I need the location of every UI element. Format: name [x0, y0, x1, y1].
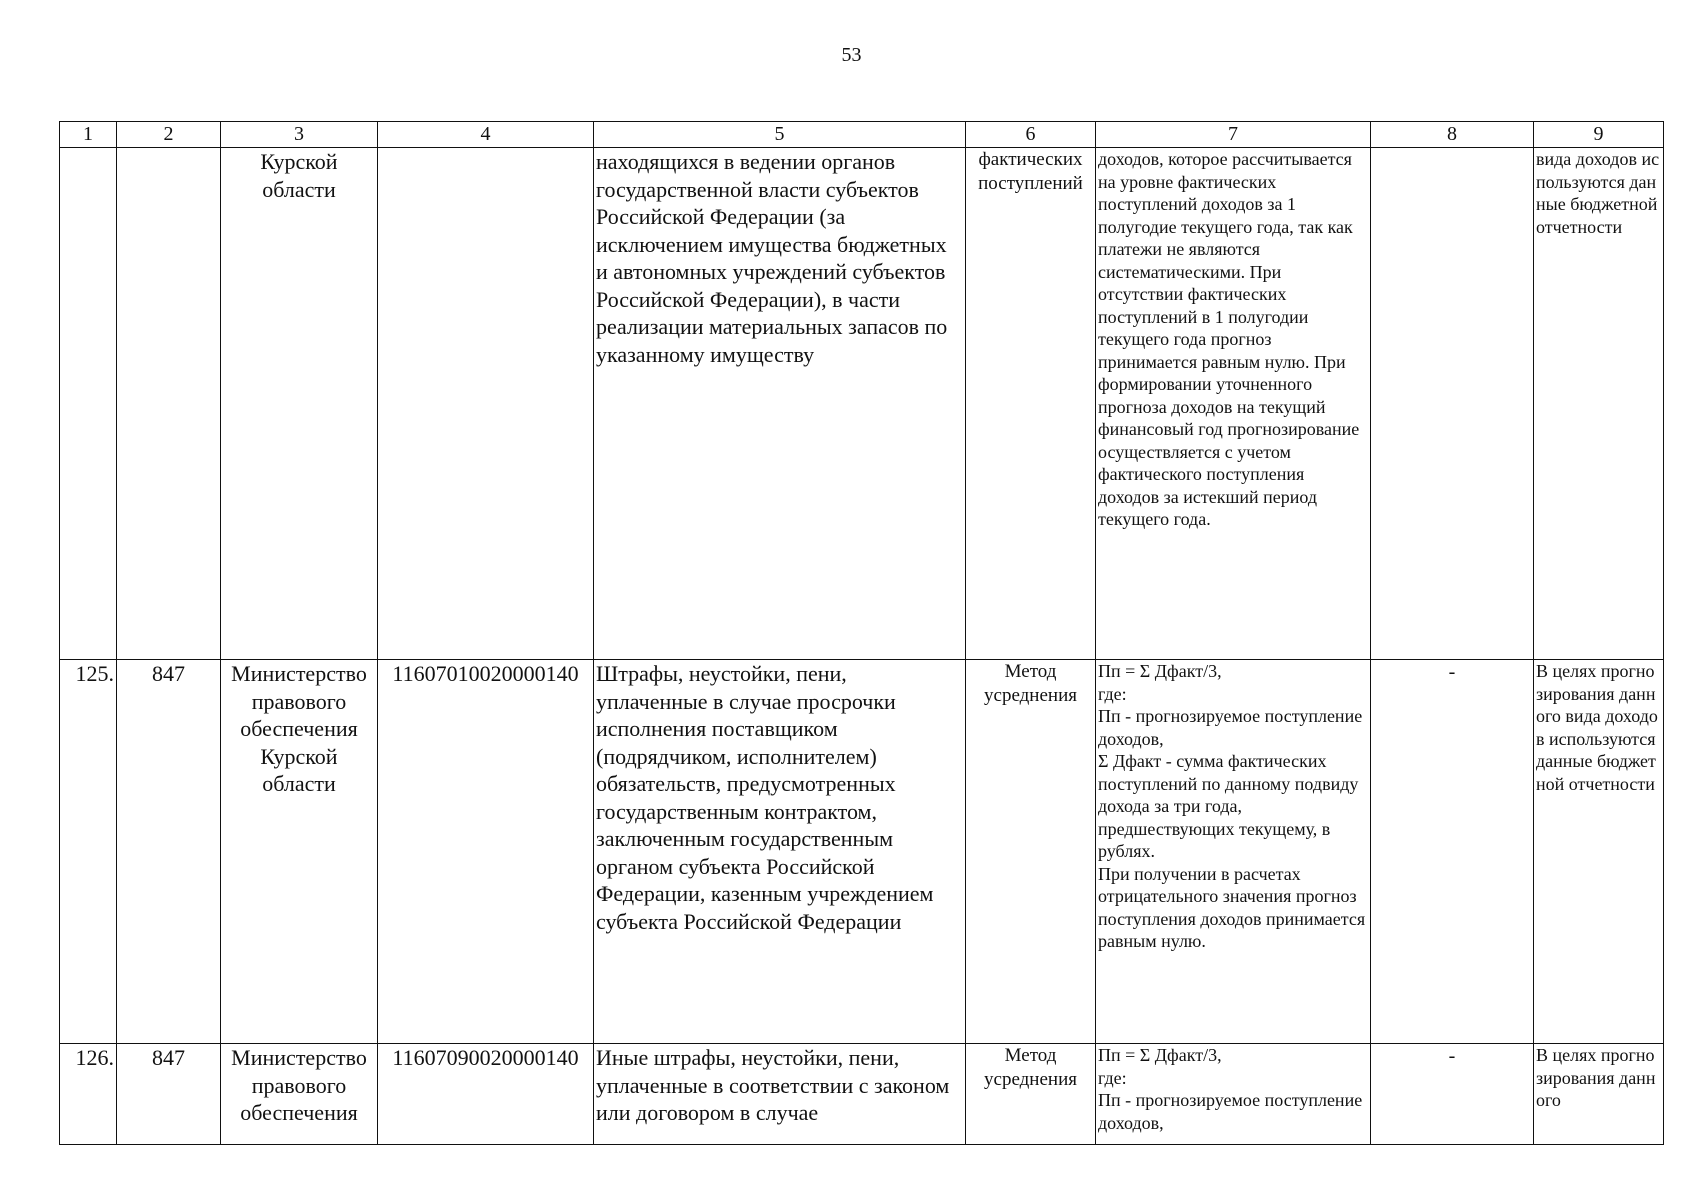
formula-cell: Пп = Σ Дфакт/3, где: Пп - прогнозируемое поступление доходов, Σ Дфакт - сумма фактических поступлений по данному подвиду дохода за три года, предшествующих текущему, в рублях. При получении в расчетах отрицательного значения прогноз поступления доходов принимается равным нулю. — [1096, 660, 1371, 1044]
method-cell: Метод усреднения — [966, 660, 1096, 1044]
admin-code-cell: 847 — [117, 660, 221, 1044]
column-header: 9 — [1534, 122, 1664, 148]
column-header: 4 — [378, 122, 594, 148]
kbk-cell: 11607010020000140 — [378, 660, 594, 1044]
administrator-cell: Курской области — [221, 148, 378, 660]
column-header: 2 — [117, 122, 221, 148]
column-header: 7 — [1096, 122, 1371, 148]
kbk-cell: 11607090020000140 — [378, 1044, 594, 1145]
admin-code-cell — [117, 148, 221, 660]
header-row — [60, 122, 1664, 148]
column-header: 5 — [594, 122, 966, 148]
column-header: 8 — [1371, 122, 1534, 148]
revenue-name-cell: находящихся в ведении органов государственной власти субъектов Российской Федерации (за исключением имущества бюджетных и автономных учреждений субъектов Российской Федерации), в части реализации материальных запасов по указанному имуществу — [594, 148, 966, 660]
col8-cell: - — [1371, 660, 1534, 1044]
row-number-cell: 125. — [60, 660, 117, 1044]
administrator-cell: Министерство правового обеспечения Курской области — [221, 660, 378, 1044]
table-row — [60, 660, 1664, 1044]
formula-cell: доходов, которое рассчитывается на уровне фактических поступлений доходов за 1 полугодие текущего года, так как платежи не являются систематическими. При отсутствии фактических поступлений в 1 полугодии текущего года прогноз принимается равным нулю. При формировании уточненного прогноза доходов на текущий финансовый год прогнозирование осуществляется с учетом фактического поступления доходов за истекший период текущего года. — [1096, 148, 1371, 660]
formula-cell: Пп = Σ Дфакт/3, где: Пп - прогнозируемое поступление доходов, — [1096, 1044, 1371, 1145]
column-header: 3 — [221, 122, 378, 148]
data-source-cell: В целях прогнозирования данного вида доходов используются данные бюджетной отчетности — [1534, 660, 1664, 1044]
method-cell: фактических поступлений — [966, 148, 1096, 660]
col8-cell — [1371, 148, 1534, 660]
table-row — [60, 1044, 1664, 1145]
row-number-cell: 126. — [60, 1044, 117, 1145]
method-cell: Метод усреднения — [966, 1044, 1096, 1145]
administrator-cell: Министерство правового обеспечения — [221, 1044, 378, 1145]
page-number: 53 — [841, 44, 862, 66]
column-header: 1 — [60, 122, 117, 148]
kbk-cell — [378, 148, 594, 660]
revenue-name-cell: Иные штрафы, неустойки, пени, уплаченные в соответствии с законом или договором в случае — [594, 1044, 966, 1145]
data-source-cell: В целях прогнозирования данного — [1534, 1044, 1664, 1145]
column-header: 6 — [966, 122, 1096, 148]
table-row — [60, 148, 1664, 660]
revenue-forecast-table — [59, 121, 1664, 1145]
admin-code-cell: 847 — [117, 1044, 221, 1145]
revenue-name-cell: Штрафы, неустойки, пени, уплаченные в случае просрочки исполнения поставщиком (подрядчиком, исполнителем) обязательств, предусмотренных государственным контрактом, заключенным государственным органом субъекта Российской Федерации, казенным учреждением субъекта Российской Федерации — [594, 660, 966, 1044]
data-source-cell: вида доходов используются данные бюджетной отчетности — [1534, 148, 1664, 660]
row-number-cell — [60, 148, 117, 660]
col8-cell: - — [1371, 1044, 1534, 1145]
